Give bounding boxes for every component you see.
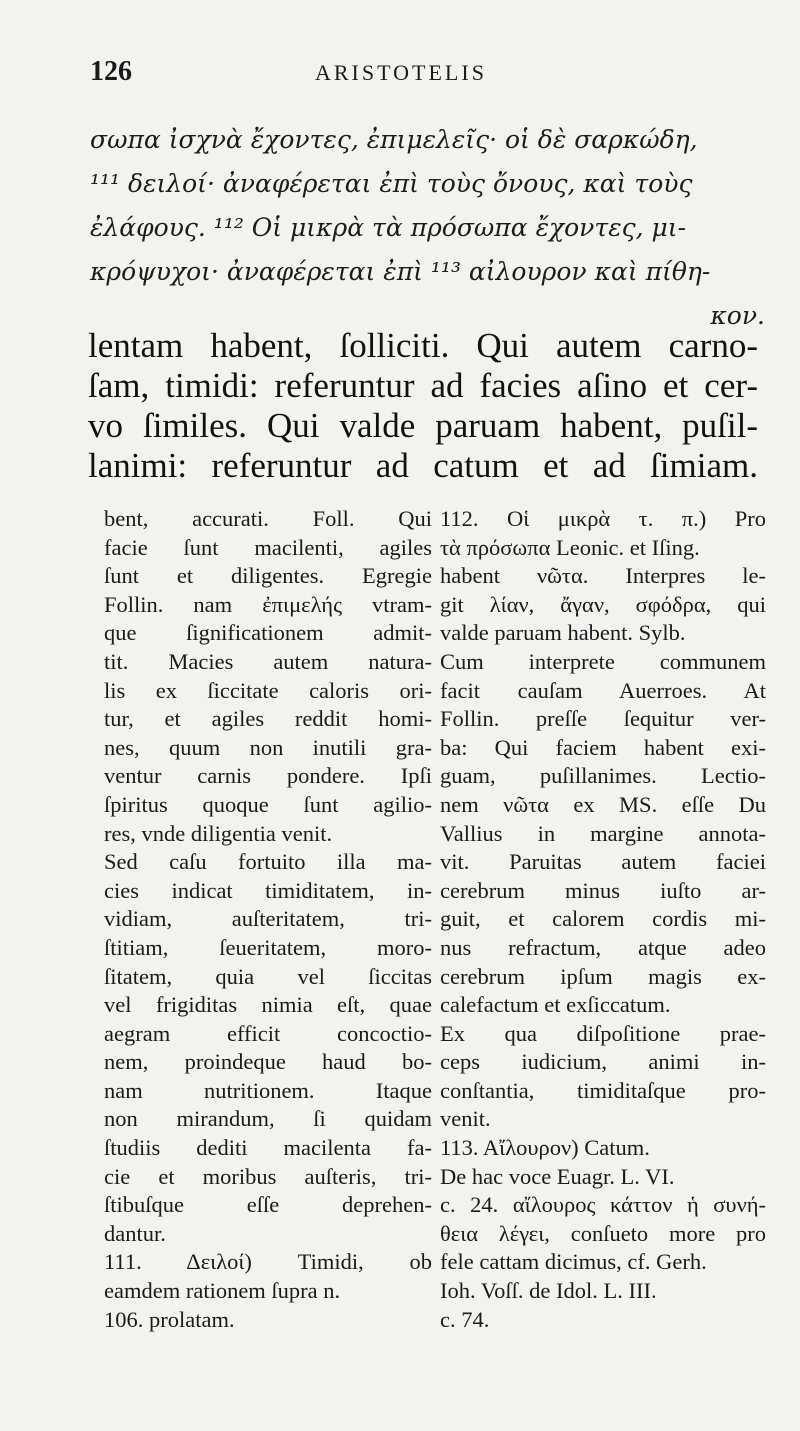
commentary-line: guam, puſillanimes. Lectio- <box>440 763 766 789</box>
commentary-line: 113. Αἴλουρον) Catum. <box>440 1135 650 1161</box>
commentary-line: fele cattam dicimus, cf. Gerh. <box>440 1249 707 1275</box>
commentary-line: Vallius in margine annota- <box>440 820 766 846</box>
commentary-line: non mirandum, ſi quidam <box>104 1106 432 1132</box>
commentary-line: vel frigiditas nimia eſt, quae <box>104 992 432 1018</box>
commentary-line: vidiam, auſteritatem, tri- <box>104 906 432 932</box>
greek-line: κρόψυχοι· ἀναφέρεται ἐπὶ ¹¹³ αἰλουρον καὶ πίθη- <box>90 257 711 286</box>
commentary-line: nus refractum, atque adeo <box>440 934 766 960</box>
commentary-line: ſtibuſque eſſe deprehen- <box>104 1192 432 1218</box>
latin-translation-block <box>88 326 758 486</box>
latin-line: vo ſimiles. Qui valde paruam habent, puſil- <box>88 406 758 445</box>
page-number: 126 <box>90 56 132 87</box>
commentary-line: Ex qua diſpoſitione prae- <box>440 1020 766 1046</box>
commentary-line: facit cauſam Auerroes. At <box>440 677 766 703</box>
commentary-line: ſtudiis dediti macilenta fa- <box>104 1135 432 1161</box>
commentary-line: ba: Qui faciem habent exi- <box>440 734 766 760</box>
commentary-line: calefactum et exſiccatum. <box>440 992 671 1018</box>
latin-line: lentam habent, ſolliciti. Qui autem carno- <box>88 326 758 365</box>
greek-line: ¹¹¹ δειλοί· ἀναφέρεται ἐπὶ τοὺς ὄνους, καὶ τοὺς <box>90 169 693 198</box>
commentary-line: cies indicat timiditatem, in- <box>104 877 432 903</box>
commentary-line: bent, accurati. Foll. Qui <box>104 506 432 531</box>
commentary-line: ſpiritus quoque ſunt agilio- <box>104 791 432 817</box>
running-head: ARISTOTELIS <box>315 60 487 85</box>
commentary-line: 112. Οἱ μικρὰ τ. π.) Pro <box>440 506 766 531</box>
commentary-line: Follin. preſſe ſequitur ver- <box>440 706 766 732</box>
commentary-line: ſitatem, quia vel ſiccitas <box>104 963 432 989</box>
commentary-line: dantur. <box>104 1220 166 1246</box>
commentary-line: guit, et calorem cordis mi- <box>440 906 766 932</box>
commentary-line: nem νῶτα ex MS. eſſe Du <box>440 791 766 817</box>
commentary-line: lis ex ſiccitate caloris ori- <box>104 677 432 703</box>
commentary-line: nam nutritionem. Itaque <box>104 1077 432 1103</box>
greek-line: σωπα ἰσχνὰ ἔχοντες, ἐπιμελεῖς· οἱ δὲ σαρκώδη, <box>90 125 698 154</box>
page-header <box>90 56 750 96</box>
commentary-left-column <box>104 505 432 1334</box>
commentary-line: Ioh. Voſſ. de Idol. L. III. <box>440 1278 657 1304</box>
commentary-line: ſtitiam, ſeueritatem, moro- <box>104 934 432 960</box>
commentary-line: cie et moribus auſteris, tri- <box>104 1163 432 1189</box>
commentary-line: facie ſunt macilenti, agiles <box>104 534 432 560</box>
commentary-line: θεια λέγει, conſueto more pro <box>440 1220 766 1246</box>
commentary-line: nem, proindeque haud bo- <box>104 1049 432 1075</box>
commentary-line: Cum interprete communem <box>440 648 766 674</box>
commentary-line: conſtantia, timiditaſque pro- <box>440 1077 766 1103</box>
commentary-line: res, vnde diligentia venit. <box>104 820 333 846</box>
commentary-line: vit. Paruitas autem faciei <box>440 849 766 875</box>
commentary-right-column <box>440 505 766 1334</box>
commentary-line: Follin. nam ἐπιμελής vtram- <box>104 591 432 617</box>
commentary-line: tit. Macies autem natura- <box>104 648 432 674</box>
commentary-line: nes, quum non inutili gra- <box>104 734 432 760</box>
commentary-line: aegram efficit concoctio- <box>104 1020 432 1046</box>
greek-text-block <box>90 118 765 338</box>
commentary-line: eamdem rationem ſupra n. <box>104 1278 341 1304</box>
commentary-line: c. 24. αἴλουρος κάττον ἡ συνή- <box>440 1192 766 1218</box>
greek-line: κον. <box>710 301 765 330</box>
latin-line: ſam, timidi: referuntur ad facies aſino et cer- <box>88 366 758 405</box>
commentary-line: ceps iudicium, animi in- <box>440 1049 766 1075</box>
commentary-line: ſunt et diligentes. Egregie <box>104 563 432 589</box>
latin-line: lanimi: referuntur ad catum et ad ſimiam. <box>88 446 758 485</box>
commentary-line: 106. prolatam. <box>104 1306 235 1332</box>
commentary-line: git λίαν, ἄγαν, σφόδρα, qui <box>440 591 766 617</box>
commentary-line: que ſignificationem admit- <box>104 620 432 646</box>
commentary-line: cerebrum ipſum magis ex- <box>440 963 766 989</box>
commentary-line: c. 74. <box>440 1306 490 1332</box>
greek-line: ἐλάφους. ¹¹² Οἱ μικρὰ τὰ πρόσωπα ἔχοντες, μι- <box>90 213 687 242</box>
commentary-line: venit. <box>440 1106 491 1132</box>
commentary-line: τὰ πρόσωπα Leonic. et Iſing. <box>440 534 700 560</box>
commentary-line: De hac voce Euagr. L. VI. <box>440 1163 675 1189</box>
commentary-line: valde paruam habent. Sylb. <box>440 620 686 646</box>
commentary-line: Sed caſu fortuito illa ma- <box>104 849 432 875</box>
commentary-line: ventur carnis pondere. Ipſi <box>104 763 432 789</box>
commentary-line: habent νῶτα. Interpres le- <box>440 563 766 589</box>
commentary-line: cerebrum minus iuſto ar- <box>440 877 766 903</box>
commentary-line: 111. Δειλοί) Timidi, ob <box>104 1249 432 1275</box>
commentary-line: tur, et agiles reddit homi- <box>104 706 432 732</box>
